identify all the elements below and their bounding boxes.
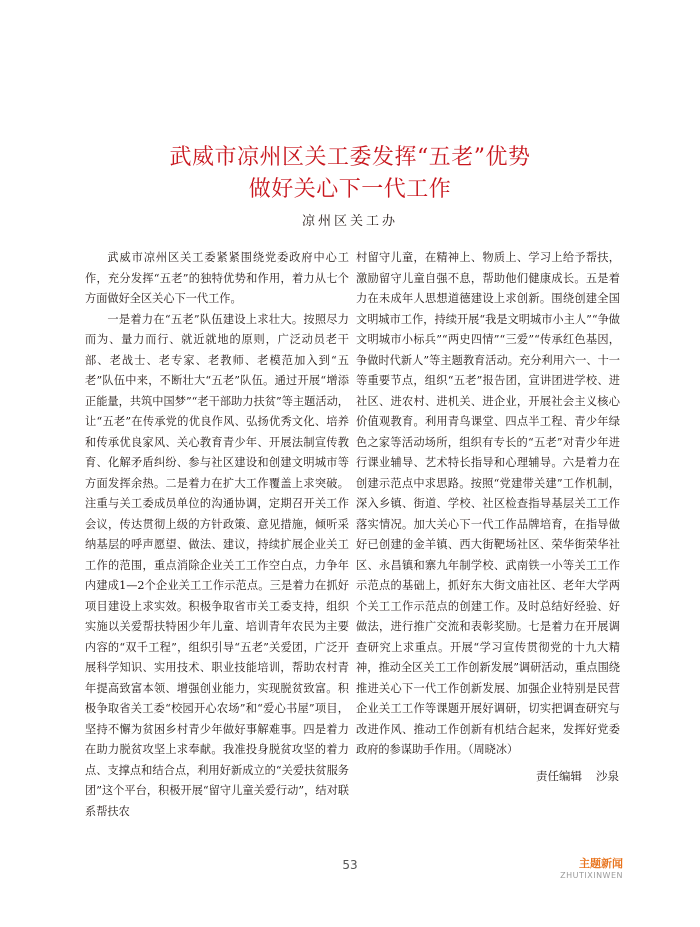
editor-label: 责任编辑 bbox=[536, 769, 582, 783]
paragraph: 武威市凉州区关工委紧紧围绕党委政府中心工作，充分发挥“五老”的独特优势和作用，着力从七个方面做好全区关心下一代工作。 bbox=[85, 251, 349, 305]
article-author: 凉州区关工办 bbox=[301, 214, 398, 229]
section-brand bbox=[557, 855, 623, 880]
editor-credit bbox=[536, 768, 619, 784]
article-column-left bbox=[85, 248, 349, 822]
section-brand-zh: 主题新闻 bbox=[579, 857, 623, 870]
page-number: 53 bbox=[342, 858, 358, 872]
paragraph: 村留守儿童，在精神上、物质上、学习上给予帮扶，激励留守儿童自强不息，帮助他们健康成长。五是着力在未成年人思想道德建设上求创新。围绕创建全国文明城市工作，持续开展“我是文明城市小主人”“争做文明城市小标兵”“两史四情”“三爱”“传承红色基因，争做时代新人”等主题教育活动。充分利用六一、十一等重要节点，组织“五老”报告团，宣讲团进学校、进社区、进农村、进机关、进企业，开展社会主义核心价值观教育。利用青鸟课堂、四点半工程、青少年绿色之家等活动场所，组织有专长的“五老”对青少年进行课业辅导、艺术特长指导和心理辅导。六是着力在创建示范点中求思路。按照“党建带关建”工作机制，深入乡镇、街道、学校、社区检查指导基层关工工作落实情况。加大关心下一代工作品牌培育，在指导做好已创建的金羊镇、西大街靶场社区、荣华街荣华社区、永昌镇和寨九年制学校、武南铁一小等关工工作示范点的基础上，抓好东大街文庙社区、老年大学两个关工工作示范点的创建工作。及时总结好经验、好做法，进行推广交流和表彰奖励。七是着力在开展调查研究上求重点。开展“学习宣传贯彻党的十九大精神，推动全区关工工作创新发展”调研活动，重点围绕推进关心下一代工作创新发展、加强企业特别是民营企业关工工作等课题开展好调研，切实把调查研究与改进作风、推动工作创新有机结合起来，发挥好党委政府的参谋助手作用。（周晓冰） bbox=[356, 251, 620, 756]
section-brand-en: ZHUTIXINWEN bbox=[560, 871, 623, 880]
article-title-line-2: 做好关心下一代工作 bbox=[248, 177, 452, 202]
paragraph: 一是着力在“五老”队伍建设上求壮大。按照尽力而为、量力而行、就近就地的原则，广泛动员老干部、老战士、老专家、老教师、老模范加入到“五老”队伍中来，不断壮大“五老”队伍。通过开展“增添正能量，共筑中国梦”“老干部助力扶贫”等主题活动，让“五老”在传承党的优良作风、弘扬优秀文化、培养和传承优良家风、关心教育青少年、开展法制宣传教育、化解矛盾纠纷、参与社区建设和创建文明城市等方面发挥余热。二是着力在扩大工作覆盖上求突破。注重与关工委成员单位的沟通协调，定期召开关工作会议，传达贯彻上级的方针政策、意见措施，倾听采纳基层的呼声愿望、做法、建议，持续扩展企业关工工作的范围，重点消除企业关工工作空白点，力争年内建成1—2个企业关工工作示范点。三是着力在抓好项目建设上求实效。积极争取省市关工委支持，组织实施以关爱帮扶特困少年儿童、培训青年农民为主要内容的“双千工程”，组织引导“五老”关爱团，广泛开展科学知识、实用技术、职业技能培训，帮助农村青年提高致富本领、增强创业能力，实现脱贫致富。积极争取省关工委“校园开心农场”和“爱心书屋”项目，坚持不懈为贫困乡村青少年做好事解难事。四是着力在助力脱贫攻坚上求奉献。我准投身脱贫攻坚的着力点、支撑点和结合点，利用好新成立的“关爱扶贫服务团”这个平台，积极开展“留守儿童关爱行动”，结对联系帮扶农 bbox=[85, 312, 349, 818]
article-column-right bbox=[356, 248, 620, 761]
article-title-line-1: 武威市凉州区关工委发挥“五老”优势 bbox=[169, 145, 531, 170]
editor-name: 沙泉 bbox=[596, 769, 619, 783]
